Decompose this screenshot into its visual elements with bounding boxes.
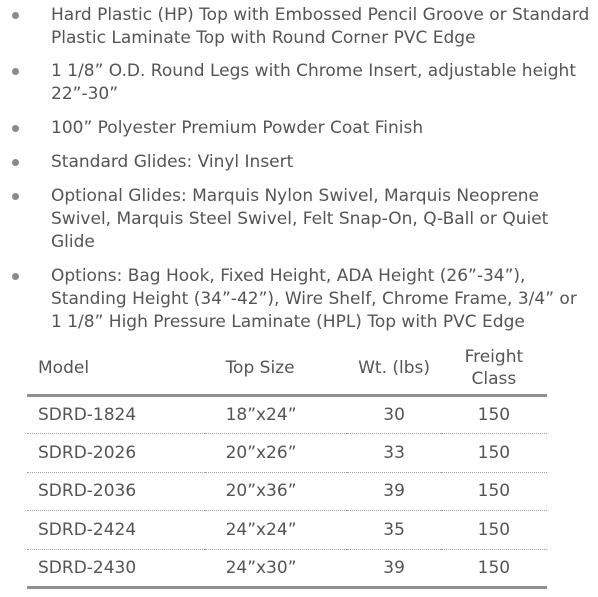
- bullet-icon: [12, 159, 19, 166]
- table-row: [27, 511, 547, 550]
- cell-model: SDRD-1824: [27, 395, 205, 434]
- bullet-icon: [12, 273, 19, 280]
- cell-model: SDRD-2026: [27, 434, 205, 473]
- cell-weight: 39: [347, 472, 440, 511]
- cell-freight-class: 150: [441, 472, 547, 511]
- header-freight-line1: Freight: [464, 347, 524, 368]
- cell-freight-class: 150: [441, 549, 547, 588]
- table-row: [27, 434, 547, 473]
- table-row: [27, 549, 547, 588]
- cell-top-size: 24”x24”: [205, 511, 348, 550]
- bullet-icon: [12, 68, 19, 75]
- cell-weight: 30: [347, 395, 440, 434]
- cell-top-size: 20”x26”: [205, 434, 348, 473]
- feature-text: Standard Glides: Vinyl Insert: [51, 152, 294, 172]
- cell-freight-class: 150: [441, 395, 547, 434]
- cell-freight-class: 150: [441, 434, 547, 473]
- header-top-size: Top Size: [205, 343, 348, 395]
- feature-text: Optional Glides: Marquis Nylon Swivel, Marquis Neoprene Swivel, Marquis Steel Swivel, Felt Snap-On, Q-Ball or Quiet Glide: [51, 186, 549, 252]
- cell-model: SDRD-2036: [27, 472, 205, 511]
- feature-text: 100” Polyester Premium Powder Coat Finish: [51, 118, 424, 138]
- cell-weight: 35: [347, 511, 440, 550]
- header-freight-line2: Class: [471, 369, 517, 390]
- header-weight: Wt. (lbs): [347, 343, 440, 395]
- cell-model: SDRD-2424: [27, 511, 205, 550]
- cell-freight-class: 150: [441, 511, 547, 550]
- specs-table: [27, 343, 547, 589]
- feature-text: Options: Bag Hook, Fixed Height, ADA Height (26”-34”), Standing Height (34”-42”), Wire Shelf, Chrome Frame, 3/4” or 1 1/8” High Pressure Laminate (HPL) Top with PVC Edge: [51, 266, 577, 332]
- cell-weight: 39: [347, 549, 440, 588]
- bullet-icon: [12, 125, 19, 132]
- cell-top-size: 20”x36”: [205, 472, 348, 511]
- header-freight-class: [441, 343, 547, 395]
- cell-top-size: 24”x30”: [205, 549, 348, 588]
- cell-model: SDRD-2430: [27, 549, 205, 588]
- feature-text: 1 1/8” O.D. Round Legs with Chrome Insert, adjustable height 22”-30”: [51, 61, 576, 104]
- header-model: Model: [27, 343, 205, 395]
- table-row: [27, 472, 547, 511]
- bullet-icon: [12, 12, 19, 19]
- table-header-row: [27, 343, 547, 395]
- cell-weight: 33: [347, 434, 440, 473]
- table-row: [27, 395, 547, 434]
- bullet-icon: [12, 193, 19, 200]
- cell-top-size: 18”x24”: [205, 395, 348, 434]
- feature-text: Hard Plastic (HP) Top with Embossed Pencil Groove or Standard Plastic Laminate Top with Round Corner PVC Edge: [51, 5, 590, 48]
